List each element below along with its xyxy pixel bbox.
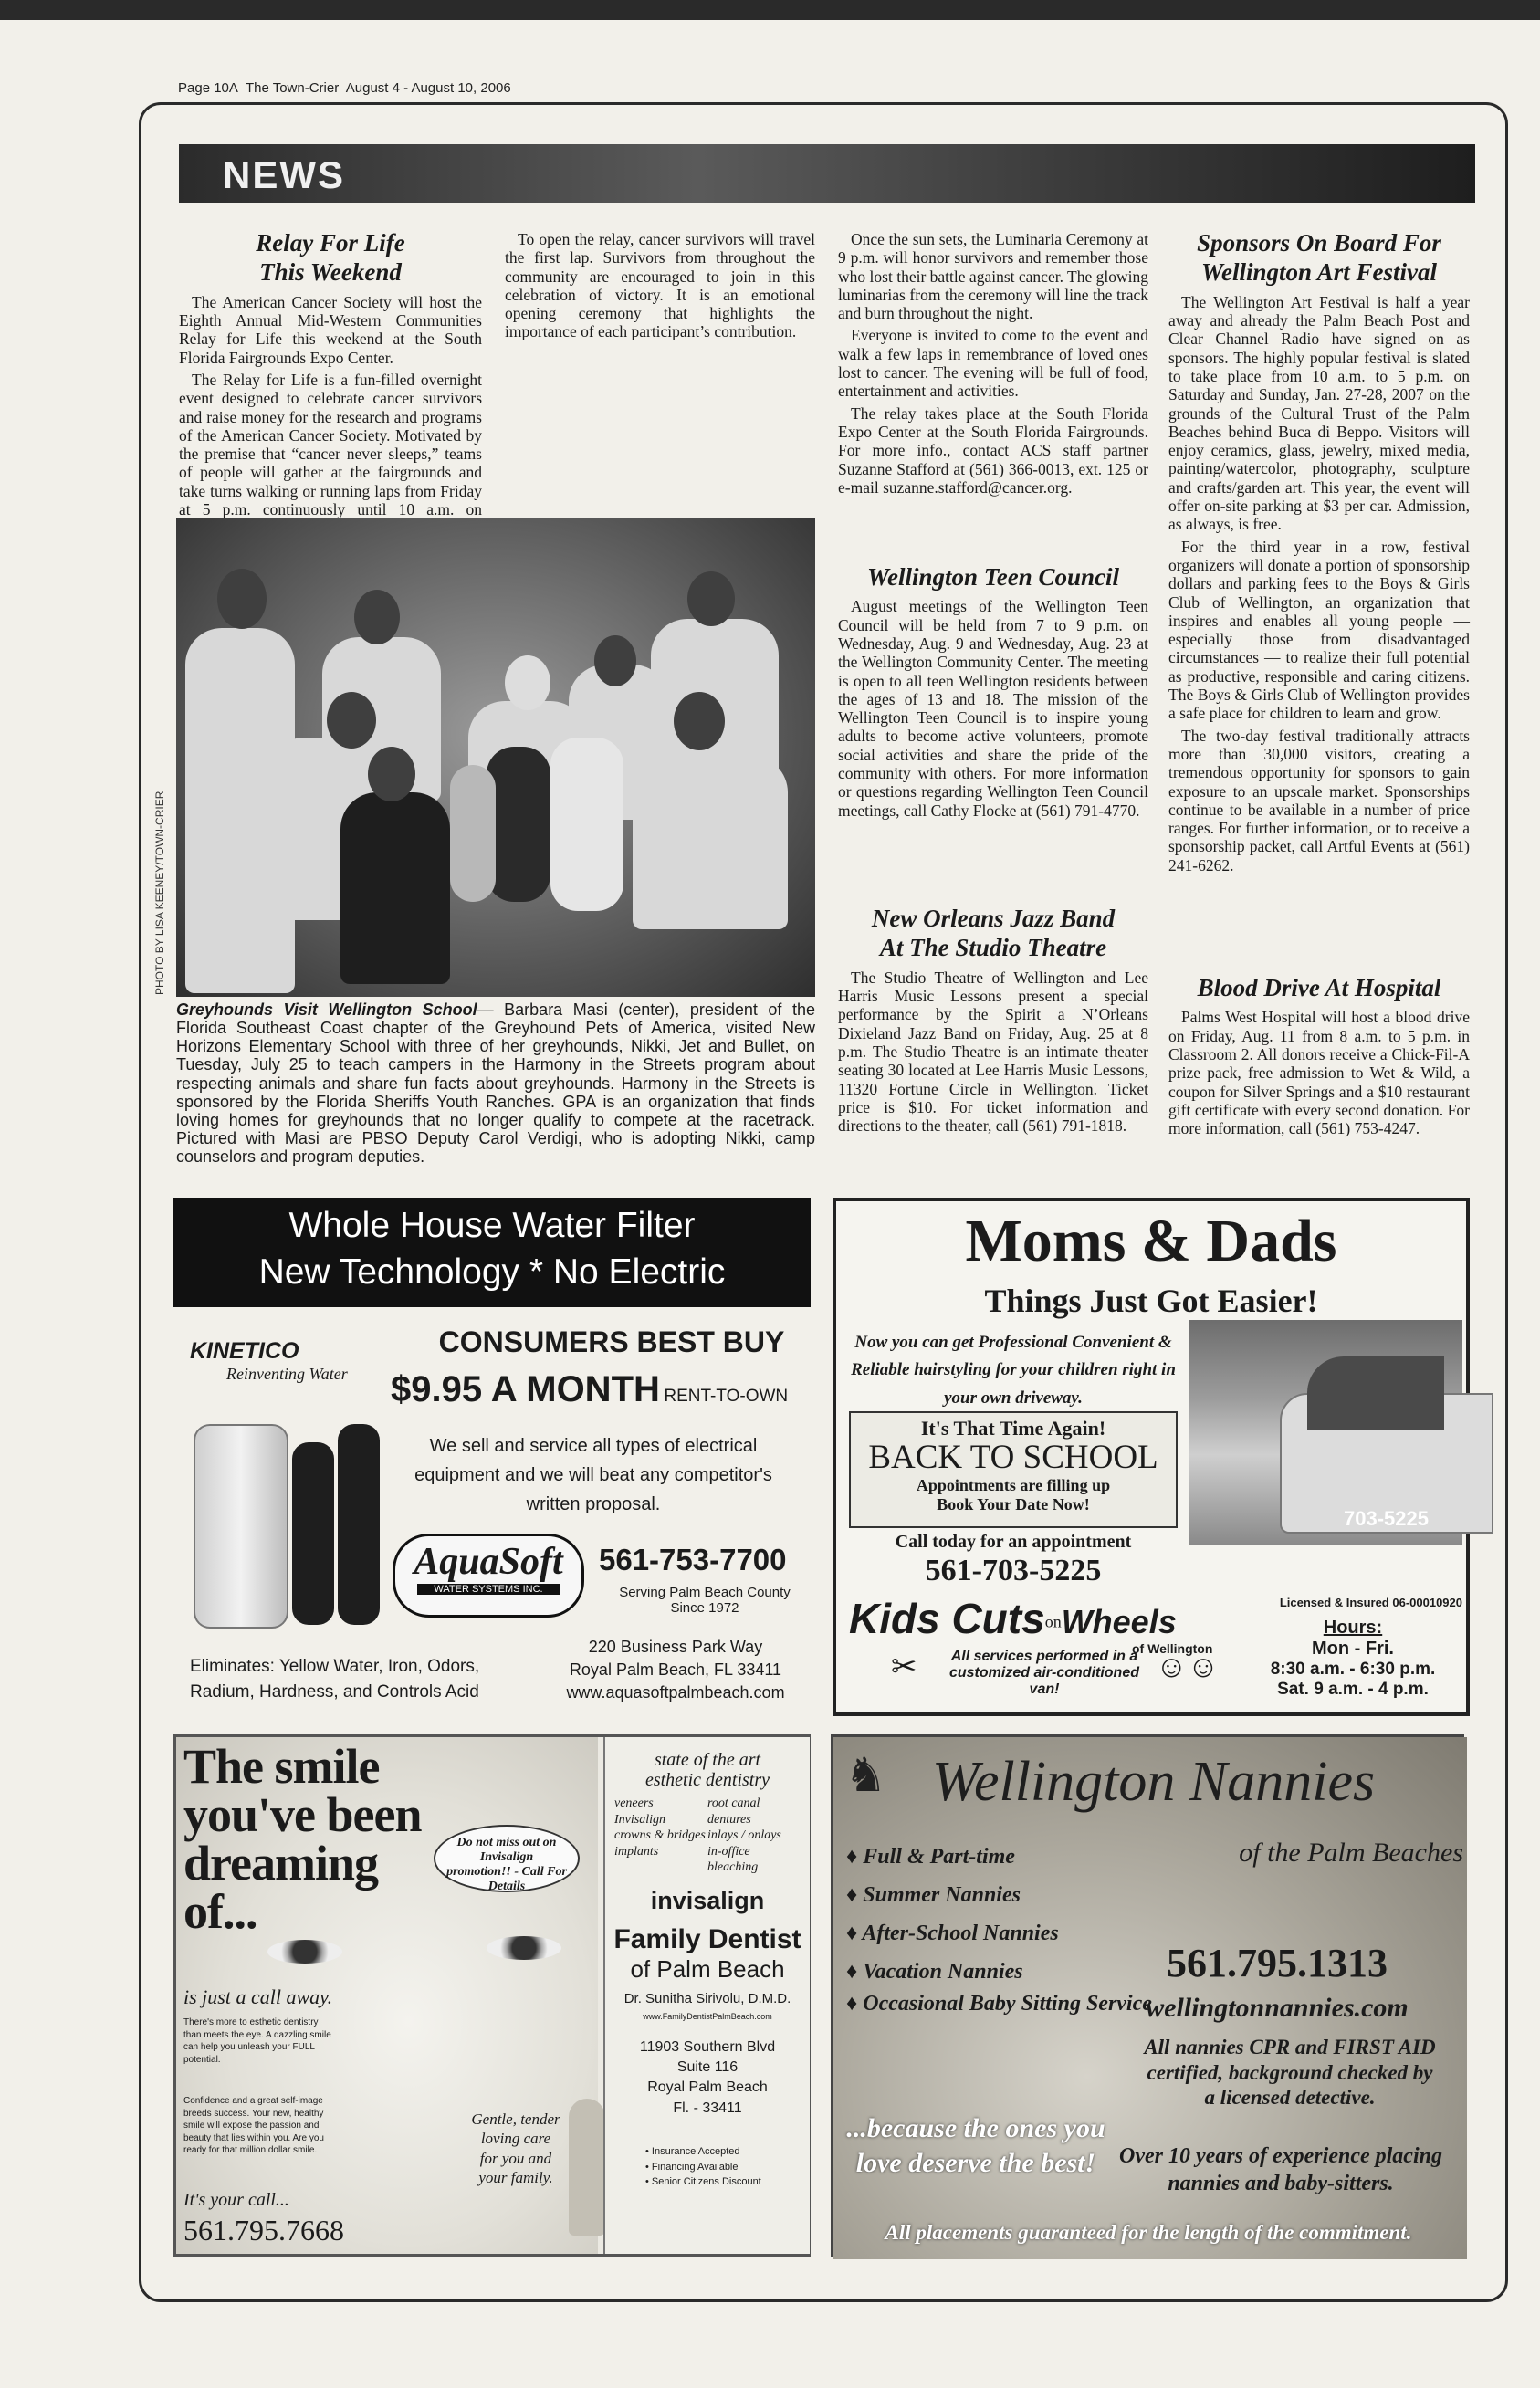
ad-nannies-guarantee: All placements guaranteed for the length of the commitment.: [885, 2221, 1412, 2244]
service-item: in-office bleaching: [707, 1844, 759, 1874]
services-title: state of the art esthetic dentistry: [644, 1750, 770, 1790]
story-relay-column-1: [179, 228, 482, 519]
photo-figure: [340, 792, 450, 984]
ad-kids-pitch: Now you can get Professional Convenient & Reliable hairstyling for your children right in your own driveway.: [851, 1333, 1176, 1408]
dentist-website: www.FamilyDentistPalmBeach.com: [643, 2011, 772, 2021]
story-paragraph: The relay takes place at the South Florida Expo Center at the South Florida Fairgrounds. For more info., contact ACS staff partner Suzanne Stafford at (561) 366-0013, ext. 125 or e-mail suzanne.stafford@cancer.org.: [838, 403, 1148, 497]
ad-dentist-copy-2: Confidence and a great self-image breeds success. Your new, healthy smile will expose the passion and beauty that lies within you. Are you ready for that million dollar smile.: [183, 2096, 324, 2155]
service-bullet: ♦ Full & Part-time: [846, 1845, 1015, 1869]
paper-name: The Town-Crier: [245, 80, 340, 96]
photo-figure-head: [687, 571, 735, 626]
banner-line: New Technology * No Electric: [258, 1252, 726, 1292]
headline-line: Relay For Life: [256, 229, 405, 257]
kinetico-logo: KINETICO: [190, 1338, 299, 1364]
ad-kids-cuts: [833, 1198, 1470, 1716]
aquasoft-sub: WATER SYSTEMS INC.: [417, 1584, 560, 1595]
dog-illustration: [569, 2099, 605, 2236]
ad-water-brand: [190, 1338, 382, 1384]
perk-item: • Insurance Accepted: [645, 2146, 740, 2158]
ad-dentist-phone: 561.795.7668: [183, 2214, 344, 2247]
ad-water-phone: 561-753-7700: [599, 1543, 787, 1576]
story-paragraph: The Wellington Art Festival is half a year away and already the Palm Beach Post and Clear Channel Radio have signed on as sponsors. The highly popular festival is slated to take place from 10 a.m. to 5 p.m. on Saturday and Sunday, Jan. 27-28, 2007 on the grounds of the Cultural Trust of the Palm Beaches behind Buca di Beppo. Visitors will enjoy ceramics, glass, jewelry, mixed media, painting/watercolor, photography, sculpture and crafts/garden art. This year, the event will offer on-site parking at $3 per car. Admission, as always, is free.: [1168, 292, 1470, 534]
page-folio: [178, 80, 511, 96]
service-item: Invisalign: [614, 1812, 665, 1827]
promo-line: Appointments are filling up: [916, 1475, 1111, 1494]
story-blood-headline: Blood Drive At Hospital: [1197, 974, 1441, 1001]
photo-figure-head: [354, 590, 400, 644]
ad-nannies-cpr: All nannies CPR and FIRST AID certified, background checked by a licensed detective.: [1144, 2036, 1436, 2110]
eye-left-icon: [267, 1940, 342, 1964]
ad-water-banner: [173, 1198, 811, 1307]
banner-line: Whole House Water Filter: [288, 1206, 696, 1245]
service-label: Occasional Baby Sitting Service: [863, 1992, 1152, 2016]
hours-line: 8:30 a.m. - 6:30 p.m.: [1270, 1660, 1436, 1679]
section-title: NEWS: [223, 153, 345, 196]
ad-dentist-tagline: is just a call away.: [183, 1985, 333, 2008]
news-photo: [176, 518, 815, 997]
van-phone-label: 703-5225: [1344, 1507, 1429, 1530]
story-paragraph: The Relay for Life is a fun-filled overnight event designed to celebrate cancer survivors and raise money for the research and programs of the American Cancer Society. Motivated by the premise that “cancer never sleeps,” teams of people will gather at the fairgrounds and take turns walking or running laps from Friday at 5 p.m. continuously until 10 a.m. on: [179, 370, 482, 519]
address-line: Fl. - 33411: [673, 2100, 742, 2116]
scan-edge: [0, 0, 1540, 20]
kids-figures-icon: ☺☺: [1156, 1650, 1220, 1684]
service-bullet: ♦ After-School Nannies: [846, 1922, 1059, 1945]
eye-right-icon: [487, 1936, 561, 1960]
story-art-headline: [1168, 228, 1470, 288]
invisalign-bubble: Do not miss out on Invisalign promotion!! - Call For Details: [434, 1825, 580, 1892]
headline-line: This Weekend: [259, 258, 402, 287]
service-item: root canal: [707, 1796, 760, 1810]
story-relay-column-3: [838, 230, 1148, 551]
practice-name: Family Dentist: [613, 1923, 801, 1954]
headline-line: At The Studio Theatre: [879, 934, 1107, 962]
caption-text: — Barbara Masi (center), president of the Florida Southeast Coast chapter of the Greyhound Pets of America, visited New Horizons Elementary School with three of her greyhounds, Nikki, Jet and Bullet, on Tuesday, July 25 to teach campers in the Harmony in the Streets program about respecting animals and share fun facts about greyhounds. Harmony in the Streets is sponsored by the Florida Sheriffs Youth Ranches. GPA is an organization that finds loving homes for greyhounds that no longer qualify to compete at the racetrack. Pictured with Masi are PBSO Deputy Carol Verdigi, who is adopting Nikki, camp counselors and program deputies.: [176, 1000, 815, 1167]
ad-nannies-title: Wellington Nannies: [932, 1751, 1376, 1813]
dentist-address: [605, 2037, 810, 2120]
photo-figure-head: [674, 692, 725, 750]
story-relay-column-2: [505, 230, 815, 504]
ad-kids-call: Call today for an appointment: [895, 1532, 1132, 1552]
services-grid: [605, 1790, 810, 1881]
perk-item: • Financing Available: [645, 2161, 739, 2173]
promo-headline: BACK TO SCHOOL: [868, 1439, 1158, 1476]
ad-water-price: $9.95 A MONTH: [391, 1369, 660, 1409]
brand-wheels: Wheels: [1061, 1603, 1177, 1640]
service-item: veneers: [614, 1796, 654, 1810]
ad-kids-services: All services performed in a customized air-conditioned van!: [948, 1649, 1139, 1697]
photo-figure-head: [327, 692, 376, 749]
photo-figure-head: [505, 655, 550, 710]
address-line: Royal Palm Beach: [647, 2079, 768, 2096]
service-item: implants: [614, 1844, 659, 1859]
ad-water-price-row: [391, 1369, 811, 1410]
brand-name: Kids Cuts: [849, 1595, 1045, 1642]
story-paragraph: The American Cancer Society will host the Eighth Annual Mid-Western Communities Relay for Life this weekend at the South Florida Fairgrounds Expo Center.: [179, 292, 482, 367]
practice-location: of Palm Beach: [630, 1954, 785, 1983]
ad-nannies-experience: Over 10 years of experience placing nannies and baby-sitters.: [1119, 2144, 1442, 2195]
ad-water-eliminates: Eliminates: Yellow Water, Iron, Odors, Radium, Hardness, and Controls Acid: [190, 1657, 480, 1702]
hours-line: Mon - Fri.: [1312, 1639, 1394, 1659]
greyhound: [487, 747, 550, 902]
ad-kids-promo-box: [849, 1411, 1178, 1528]
story-jazz-band: [838, 904, 1148, 1178]
promo-line: It's That Time Again!: [920, 1417, 1106, 1440]
photo-figure-head: [217, 569, 267, 629]
kinetico-tagline: Reinventing Water: [226, 1365, 348, 1383]
tank-white: [194, 1424, 288, 1629]
ad-water-serving: [599, 1585, 811, 1616]
story-paragraph: Palms West Hospital will host a blood drive on Friday, Aug. 11 from 8 a.m. to 5 p.m. in Classroom 2. All donors receive a Chick-Fil-A prize pack, free admission to Wet & Wild, a coupon for Silver Springs and a $10 restaurant gift certificate with every second donation. For more information, call (561) 753-4247.: [1168, 1008, 1470, 1138]
address-line: 11903 Southern Blvd: [639, 2038, 776, 2055]
service-label: Vacation Nannies: [863, 1960, 1023, 1984]
service-bullet: ♦ Vacation Nannies: [846, 1960, 1023, 1984]
photo-caption: [176, 1000, 815, 1166]
address-line: Royal Palm Beach, FL 33411: [569, 1660, 782, 1680]
story-paragraph: August meetings of the Wellington Teen Council will be held from 7 to 9 p.m. on Wednesday, Aug. 9 and Wednesday, Aug. 23 at the Wellington Community Center. The meeting is open to all teen Wellington residents between the ages of 13 and 18. The mission of the Wellington Teen Council is to inspire young adults to become active volunteers, promote social activities and share the pride of the community with others. For more information or questions regarding Wellington Teen Council meetings, call Cathy Flocke at (561) 791-4770.: [838, 597, 1148, 820]
ad-water-website: www.aquasoftpalmbeach.com: [566, 1683, 785, 1702]
caption-title: Greyhounds Visit Wellington School: [176, 1000, 477, 1019]
ad-nannies-services: [846, 1838, 1175, 2017]
van-photo: [1189, 1320, 1462, 1545]
ad-dentist-copy-1: There's more to esthetic dentistry than meets the eye. A dazzling smile can help you unleash your FULL potential.: [183, 2017, 331, 2065]
photo-credit: PHOTO BY LISA KEENEY/TOWN-CRIER: [153, 791, 166, 995]
photo-figure-head: [594, 635, 636, 686]
promo-line: Book Your Date Now!: [937, 1494, 1090, 1513]
story-blood-drive: [1168, 973, 1470, 1178]
ad-kids-phone: 561-703-5225: [925, 1554, 1102, 1587]
ad-dentist: [173, 1734, 811, 2257]
headline-line: Wellington Art Festival: [1200, 258, 1438, 287]
ad-dentist-gentle: Gentle, tender loving care for you and your family.: [471, 2110, 560, 2186]
perk-item: • Senior Citizens Discount: [645, 2176, 761, 2188]
story-teen-headline: Wellington Teen Council: [866, 563, 1120, 591]
story-paragraph: The Studio Theatre of Wellington and Lee Harris Music Lessons present a special performance by the Spirit a N’Orleans Dixieland Jazz Band on Friday, Aug. 25 at 8 p.m. The Studio Theatre is an intimate theater seating 30 located at Lee Harris Music Lessons, 11320 Fortune Circle in Wellington. Ticket price is $10. For ticket information and directions to the theater, call (561) 791-1818.: [838, 968, 1148, 1136]
greyhound: [450, 765, 496, 902]
aquasoft-logo: [393, 1534, 584, 1618]
service-item: inlays / onlays: [707, 1828, 781, 1842]
story-paragraph: To open the relay, cancer survivors will travel the first lap. Survivors from throughout the community are encouraged to join in this celebration of victory. It is an emotional opening ceremony that highlights the importance of each participant’s contribution.: [505, 230, 815, 341]
hours-label: Hours:: [1323, 1618, 1383, 1638]
service-item: dentures: [707, 1812, 751, 1827]
service-bullet: ♦ Summer Nannies: [846, 1883, 1021, 1907]
section-banner: [179, 144, 1475, 203]
headline-line: Sponsors On Board For: [1197, 229, 1441, 257]
ad-dentist-headline: The smile you've been dreaming of...: [183, 1739, 422, 1939]
greyhound: [550, 738, 623, 911]
ad-nannies-website: wellingtonnannies.com: [1146, 1993, 1409, 2023]
address-line: Suite 116: [676, 2058, 739, 2075]
service-bullet: ♦ Occasional Baby Sitting Service: [846, 1992, 1152, 2016]
ad-nannies: [831, 1734, 1464, 2257]
aquasoft-wordmark: AquaSoft: [414, 1541, 563, 1583]
address-line: 220 Business Park Way: [588, 1638, 763, 1656]
service-item: crowns & bridges: [614, 1828, 706, 1842]
ad-kids-licensed: Licensed & Insured 06-00010920: [1279, 1596, 1462, 1609]
serving-text: Serving Palm Beach County: [619, 1585, 791, 1600]
story-teen-council: [838, 562, 1148, 891]
rocking-horse-icon: ♞: [844, 1750, 887, 1802]
story-paragraph: For the third year in a row, festival organizers will donate a portion of sponsorship dollars and parking fees to the Boys & Girls Club of Wellington, an organization that inspires and enables all young people — especially those from disadvantaged circumstances — to realize their full potential as productive, responsible and caring citizens. The Boys & Girls Club of Wellington provides a safe place for children to learn and grow.: [1168, 537, 1470, 723]
issue-dates: August 4 - August 10, 2006: [345, 80, 511, 96]
story-paragraph: The two-day festival traditionally attracts more than 30,000 visitors, creating a tremendous opportunity for sponsors to gain exposure to an upscale market. Sponsorships continue to be available in a number of price ranges. For further information, or to receive a sponsorship packet, call Artful Events at (561) 241-6262.: [1168, 726, 1470, 875]
service-label: After-School Nannies: [862, 1922, 1059, 1945]
story-jazz-headline: [838, 904, 1148, 963]
ad-water-body: We sell and service all types of electrical equipment and we will beat any competitor's written proposal.: [414, 1436, 772, 1514]
page-number: Page 10A: [178, 80, 238, 96]
ad-kids-title: Moms & Dads: [965, 1208, 1337, 1274]
water-tanks-image: [194, 1406, 385, 1625]
since-text: Since 1972: [670, 1600, 739, 1616]
story-paragraph: Once the sun sets, the Luminaria Ceremony at 9 p.m. will honor survivors and remember those who lost their battle against cancer. The glowing luminarias from the ceremony will line the track and burn throughout the night.: [838, 230, 1148, 323]
scissors-icon: ✂: [891, 1650, 917, 1684]
tank-black: [338, 1424, 380, 1625]
brand-on: on: [1044, 1612, 1062, 1631]
ad-dentist-call: It's your call...: [183, 2190, 289, 2210]
story-paragraph: Everyone is invited to come to the event and walk a few laps in remembrance of loved ones lost to cancer. The evening will be full of food, entertainment and activities.: [838, 326, 1148, 401]
invisalign-logo: invisalign: [650, 1886, 765, 1914]
kids-cuts-logo: [849, 1594, 1232, 1656]
photo-figure-head: [368, 747, 415, 801]
van-window: [1307, 1356, 1444, 1430]
ad-water-price-note: RENT-TO-OWN: [664, 1387, 789, 1406]
hours-line: Sat. 9 a.m. - 4 p.m.: [1277, 1680, 1429, 1699]
headline-line: New Orleans Jazz Band: [871, 905, 1116, 932]
ad-water-address: [539, 1636, 812, 1705]
ad-nannies-because: ...because the ones you love deserve the best!: [846, 2113, 1105, 2178]
service-label: Full & Part-time: [863, 1845, 1015, 1869]
ad-nannies-subtitle: of the Palm Beaches: [1239, 1838, 1463, 1868]
ad-dentist-sidebar: [603, 1737, 810, 2254]
ad-nannies-phone: 561.795.1313: [1167, 1941, 1388, 1985]
photo-figure: [633, 756, 788, 929]
ad-kids-hours: [1243, 1618, 1462, 1700]
tank-black: [292, 1442, 334, 1625]
story-relay-headline: [179, 228, 482, 288]
service-label: Summer Nannies: [863, 1883, 1021, 1907]
doctor-name: Dr. Sunitha Sirivolu, D.M.D.: [623, 1990, 791, 2006]
ad-kids-subtitle: Things Just Got Easier!: [984, 1283, 1318, 1319]
dentist-perks: [605, 2144, 810, 2190]
story-art-festival: [1168, 228, 1470, 966]
brand-location: of Wellington: [1132, 1641, 1213, 1656]
ad-water-headline: CONSUMERS BEST BUY: [438, 1325, 785, 1358]
